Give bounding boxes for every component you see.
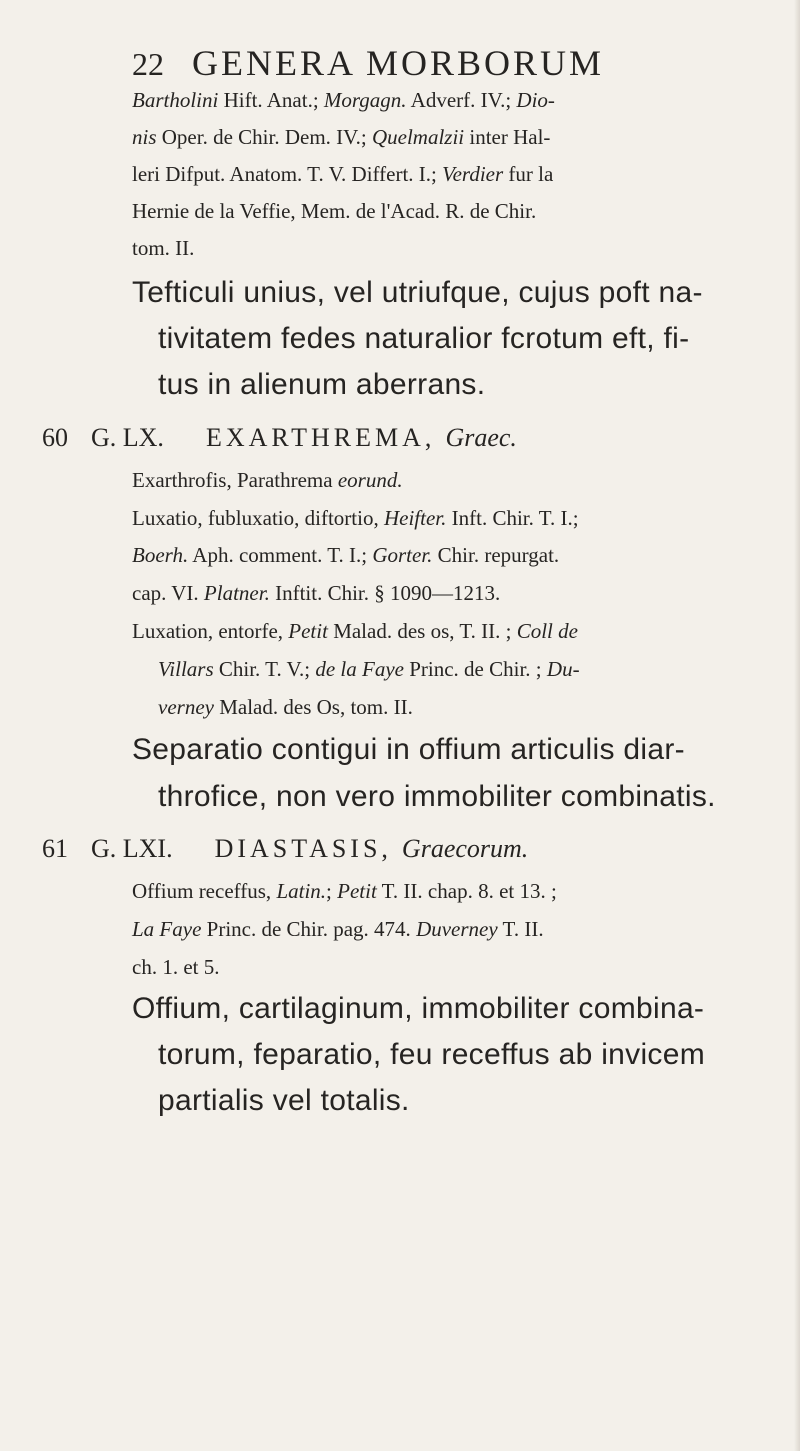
definition-line: torum, feparatio, feu receffus ab invicem [158,1038,706,1071]
page-number: 22 [132,46,164,82]
ref-line: Bartholini Hift. Anat.; Morgagn. Adverf. IV.; Dio- [132,88,555,112]
definition-line: Separatio contigui in offium articulis diar- [132,733,685,766]
ref-line: Boerh. Aph. comment. T. I.; Gorter. Chir. repurgat. [132,543,560,567]
definition-line: Offium, cartilaginum, immobiliter combina- [132,992,705,1025]
definition-line: Tefticuli unius, vel utriufque, cujus poft na- [132,276,703,309]
page-edge-shadow [794,0,800,1451]
ref-line: cap. VI. Platner. Inftit. Chir. § 1090—1213. [132,581,501,605]
ref-line: verney Malad. des Os, tom. II. [158,695,413,719]
ref-line: leri Difput. Anatom. T. V. Differt. I.; Verdier fur la [132,162,554,186]
genus-number: 60 [42,423,68,452]
definition-line: tus in alienum aberrans. [158,368,486,401]
definition-line: partialis vel totalis. [158,1084,410,1117]
ref-line: Luxatio, fubluxatio, diftortio, Heifter. Inft. Chir. T. I.; [132,506,579,530]
ref-line: Luxation, entorfe, Petit Malad. des os, T. II. ; Coll de [132,619,578,643]
running-header [132,42,604,84]
ref-line: ch. 1. et 5. [132,955,220,979]
ref-line: nis Oper. de Chir. Dem. IV.; Quelmalzii inter Hal- [132,125,551,149]
ref-line: Villars Chir. T. V.; de la Faye Princ. de Chir. ; Du- [158,657,580,681]
ref-line: Offium receffus, Latin.; Petit T. II. chap. 8. et 13. ; [132,879,557,903]
ref-line: Hernie de la Veffie, Mem. de l'Acad. R. de Chir. [132,199,537,223]
genus-number: 61 [42,834,68,863]
synonym-line: Exarthrofis, Parathrema eorund. [132,468,403,492]
definition-line: tivitatem fedes naturalior fcrotum eft, fi- [158,322,690,355]
ref-line: La Faye Princ. de Chir. pag. 474. Duverney T. II. [132,917,544,941]
definition-line: throfice, non vero immobiliter combinatis. [158,780,716,813]
genus-heading: G. LX. EXARTHREMA, Graec. [91,423,517,452]
genus-heading: G. LXI. DIASTASIS, Graecorum. [91,834,529,863]
ref-line: tom. II. [132,236,195,260]
running-title: GENERA MORBORUM [192,43,605,83]
